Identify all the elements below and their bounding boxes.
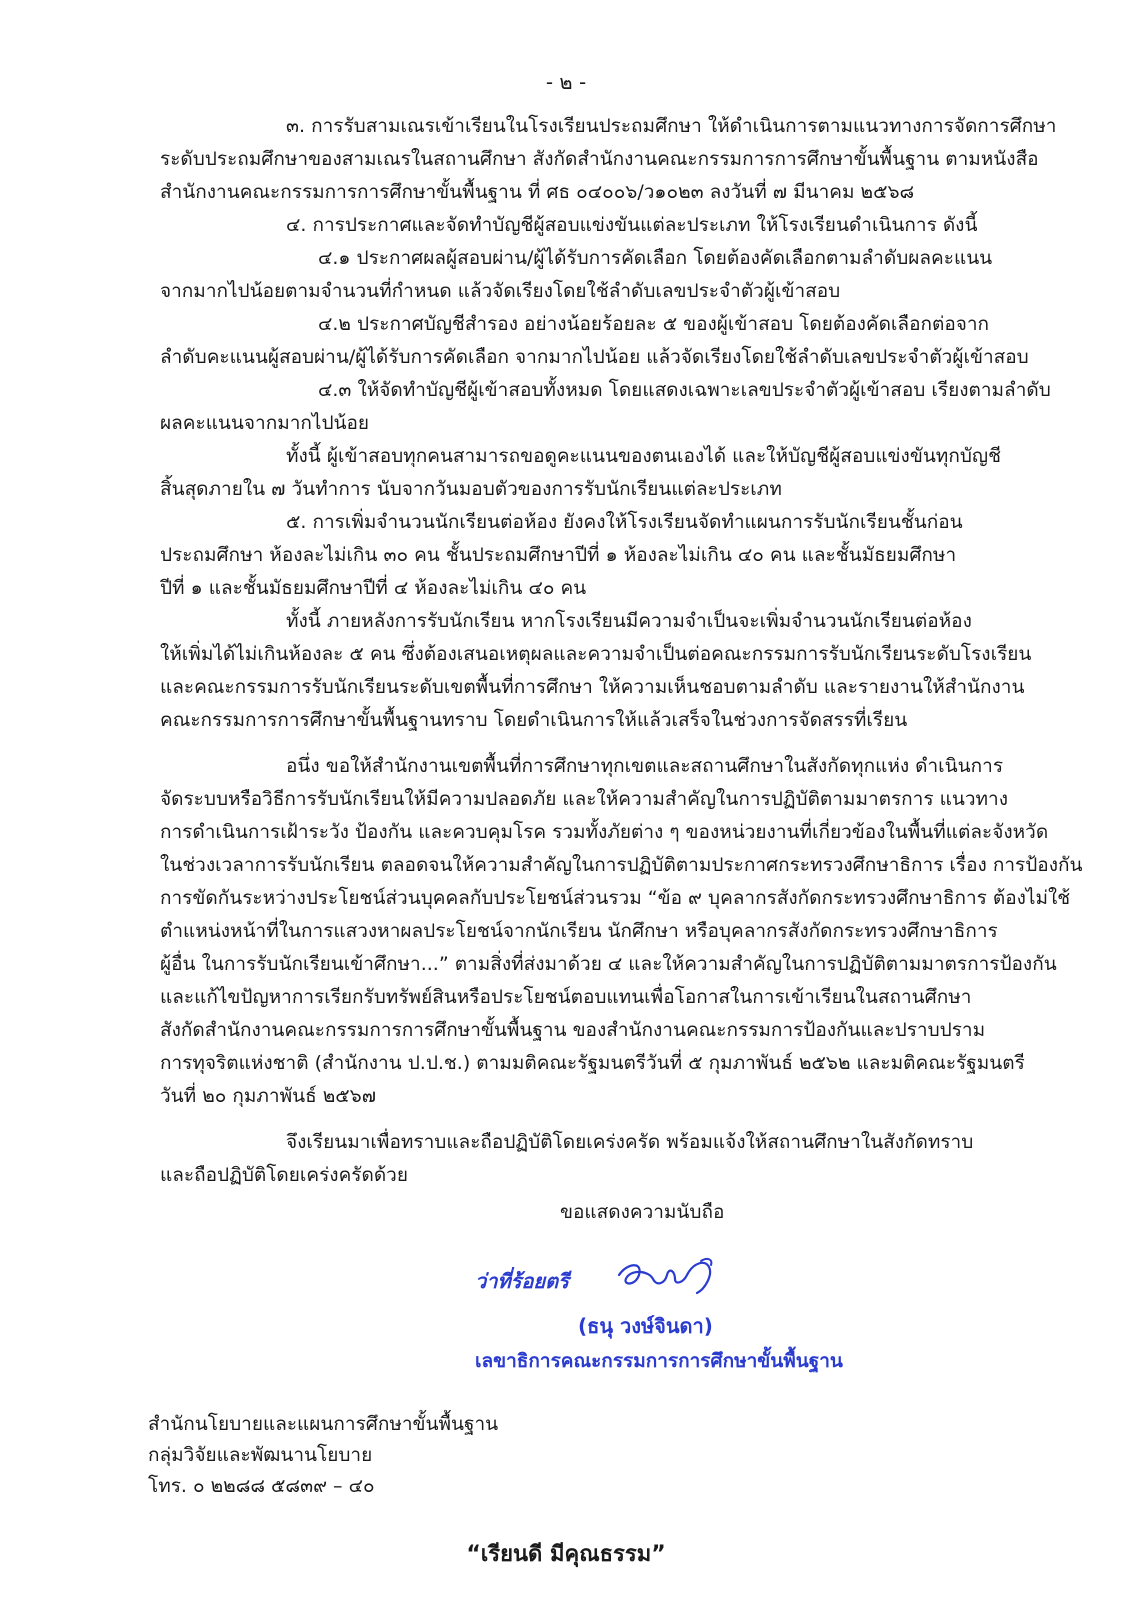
body-line: ทั้งนี้ ภายหลังการรับนักเรียน หากโรงเรียนมีความจำเป็นจะเพิ่มจำนวนนักเรียนต่อห้อง — [286, 610, 972, 632]
body-line: การดำเนินการเฝ้าระวัง ป้องกัน และควบคุมโรค รวมทั้งภัยต่าง ๆ ของหน่วยงานที่เกี่ยวข้องในพื้นที่แต่ละจังหวัด — [160, 821, 1049, 843]
body-line: คณะกรรมการการศึกษาขั้นพื้นฐานทราบ โดยดำเนินการให้แล้วเสร็จในช่วงการจัดสรรที่เรียน — [160, 709, 908, 731]
signature-rank: ว่าที่ร้อยตรี — [475, 1269, 569, 1293]
body-line: ๔.๑ ประกาศผลผู้สอบผ่าน/ผู้ได้รับการคัดเลือก โดยต้องคัดเลือกตามลำดับผลคะแนน — [318, 247, 993, 269]
body-line: ๔. การประกาศและจัดทำบัญชีผู้สอบแข่งขันแต่ละประเภท ให้โรงเรียนดำเนินการ ดังนี้ — [286, 214, 978, 236]
footer-office: สำนักนโยบายและแผนการศึกษาขั้นพื้นฐาน — [148, 1413, 499, 1435]
body-line: ลำดับคะแนนผู้สอบผ่าน/ผู้ได้รับการคัดเลือก จากมากไปน้อย แล้วจัดเรียงโดยใช้ลำดับเลขประจำตัวผู้เข้าสอบ — [160, 346, 1029, 368]
body-line: ๔.๓ ให้จัดทำบัญชีผู้เข้าสอบทั้งหมด โดยแสดงเฉพาะเลขประจำตัวผู้เข้าสอบ เรียงตามลำดับ — [318, 379, 1051, 401]
body-line: อนึ่ง ขอให้สำนักงานเขตพื้นที่การศึกษาทุกเขตและสถานศึกษาในสังกัดทุกแห่ง ดำเนินการ — [286, 755, 1004, 777]
body-line: ประถมศึกษา ห้องละไม่เกิน ๓๐ คน ชั้นประถมศึกษาปีที่ ๑ ห้องละไม่เกิน ๔๐ คน และชั้นมัธยมศึกษา — [160, 544, 957, 566]
body-line: และแก้ไขปัญหาการเรียกรับทรัพย์สินหรือประโยชน์ตอบแทนเพื่อโอกาสในการเข้าเรียนในสถานศึกษา — [160, 986, 972, 1008]
body-line: ๓. การรับสามเณรเข้าเรียนในโรงเรียนประถมศึกษา ให้ดำเนินการตามแนวทางการจัดการศึกษา — [286, 115, 1057, 137]
signatory-name: (ธนุ วงษ์จินดา) — [578, 1314, 713, 1338]
body-line: สังกัดสำนักงานคณะกรรมการการศึกษาขั้นพื้นฐาน ของสำนักงานคณะกรรมการป้องกันและปราบปราม — [160, 1019, 986, 1041]
complimentary-close: ขอแสดงความนับถือ — [560, 1201, 725, 1223]
body-line: ผู้อื่น ในการรับนักเรียนเข้าศึกษา...” ตามสิ่งที่ส่งมาด้วย ๔ และให้ความสำคัญในการปฏิบัติตามมาตรการป้องกัน — [160, 953, 1057, 975]
footer-group: กลุ่มวิจัยและพัฒนานโยบาย — [148, 1444, 373, 1466]
body-line: ทั้งนี้ ผู้เข้าสอบทุกคนสามารถขอดูคะแนนของตนเองได้ และให้บัญชีผู้สอบแข่งขันทุกบัญชี — [286, 445, 1001, 467]
body-line: วันที่ ๒๐ กุมภาพันธ์ ๒๕๖๗ — [160, 1085, 377, 1107]
body-line: ๔.๒ ประกาศบัญชีสำรอง อย่างน้อยร้อยละ ๕ ของผู้เข้าสอบ โดยต้องคัดเลือกต่อจาก — [318, 313, 990, 335]
body-line: การทุจริตแห่งชาติ (สำนักงาน ป.ป.ช.) ตามมติคณะรัฐมนตรีวันที่ ๕ กุมภาพันธ์ ๒๕๖๒ และมติคณะรัฐมนตรี — [160, 1052, 1025, 1074]
body-line: จัดระบบหรือวิธีการรับนักเรียนให้มีความปลอดภัย และให้ความสำคัญในการปฏิบัติตามมาตรการ แนวทาง — [160, 788, 1008, 810]
body-line: ตำแหน่งหน้าที่ในการแสวงหาผลประโยชน์จากนักเรียน นักศึกษา หรือบุคลากรสังกัดกระทรวงศึกษาธิการ — [160, 920, 998, 942]
handwritten-signature — [613, 1253, 723, 1303]
footer-phone: โทร. ๐ ๒๒๘๘ ๕๘๓๙ – ๔๐ — [148, 1475, 375, 1497]
body-line: ปีที่ ๑ และชั้นมัธยมศึกษาปีที่ ๔ ห้องละไม่เกิน ๔๐ คน — [160, 577, 587, 599]
body-line: สำนักงานคณะกรรมการการศึกษาขั้นพื้นฐาน ที่ ศธ ๐๔๐๐๖/ว๑๐๒๓ ลงวันที่ ๗ มีนาคม ๒๕๖๘ — [160, 181, 915, 203]
body-line: จากมากไปน้อยตามจำนวนที่กำหนด แล้วจัดเรียงโดยใช้ลำดับเลขประจำตัวผู้เข้าสอบ — [160, 280, 841, 302]
page-number: - ๒ - — [545, 70, 587, 94]
body-line: ให้เพิ่มได้ไม่เกินห้องละ ๕ คน ซึ่งต้องเสนอเหตุผลและความจำเป็นต่อคณะกรรมการรับนักเรียนระดับโรงเรียน — [160, 643, 1032, 665]
closing-line: จึงเรียนมาเพื่อทราบและถือปฏิบัติโดยเคร่งครัด พร้อมแจ้งให้สถานศึกษาในสังกัดทราบ — [286, 1131, 974, 1153]
body-line: และคณะกรรมการรับนักเรียนระดับเขตพื้นที่การศึกษา ให้ความเห็นชอบตามลำดับ และรายงานให้สำนักงาน — [160, 676, 1025, 698]
body-line: สิ้นสุดภายใน ๗ วันทำการ นับจากวันมอบตัวของการรับนักเรียนแต่ละประเภท — [160, 478, 782, 500]
motto: “เรียนดี มีคุณธรรม” — [466, 1542, 666, 1567]
body-line: ผลคะแนนจากมากไปน้อย — [160, 412, 370, 434]
body-line: ในช่วงเวลาการรับนักเรียน ตลอดจนให้ความสำคัญในการปฏิบัติตามประกาศกระทรวงศึกษาธิการ เรื่อง การป้องกัน — [160, 854, 1083, 876]
closing-line: และถือปฏิบัติโดยเคร่งครัดด้วย — [160, 1164, 408, 1186]
body-line: การขัดกันระหว่างประโยชน์ส่วนบุคคลกับประโยชน์ส่วนรวม “ข้อ ๙ บุคลากรสังกัดกระทรวงศึกษาธิการ ต้องไม่ใช้ — [160, 887, 1071, 909]
body-line: ๕. การเพิ่มจำนวนนักเรียนต่อห้อง ยังคงให้โรงเรียนจัดทำแผนการรับนักเรียนชั้นก่อน — [286, 511, 963, 533]
signatory-position: เลขาธิการคณะกรรมการการศึกษาขั้นพื้นฐาน — [475, 1350, 843, 1372]
body-line: ระดับประถมศึกษาของสามเณรในสถานศึกษา สังกัดสำนักงานคณะกรรมการการศึกษาขั้นพื้นฐาน ตามหนังสือ — [160, 148, 1039, 170]
signature-block — [475, 1253, 895, 1373]
